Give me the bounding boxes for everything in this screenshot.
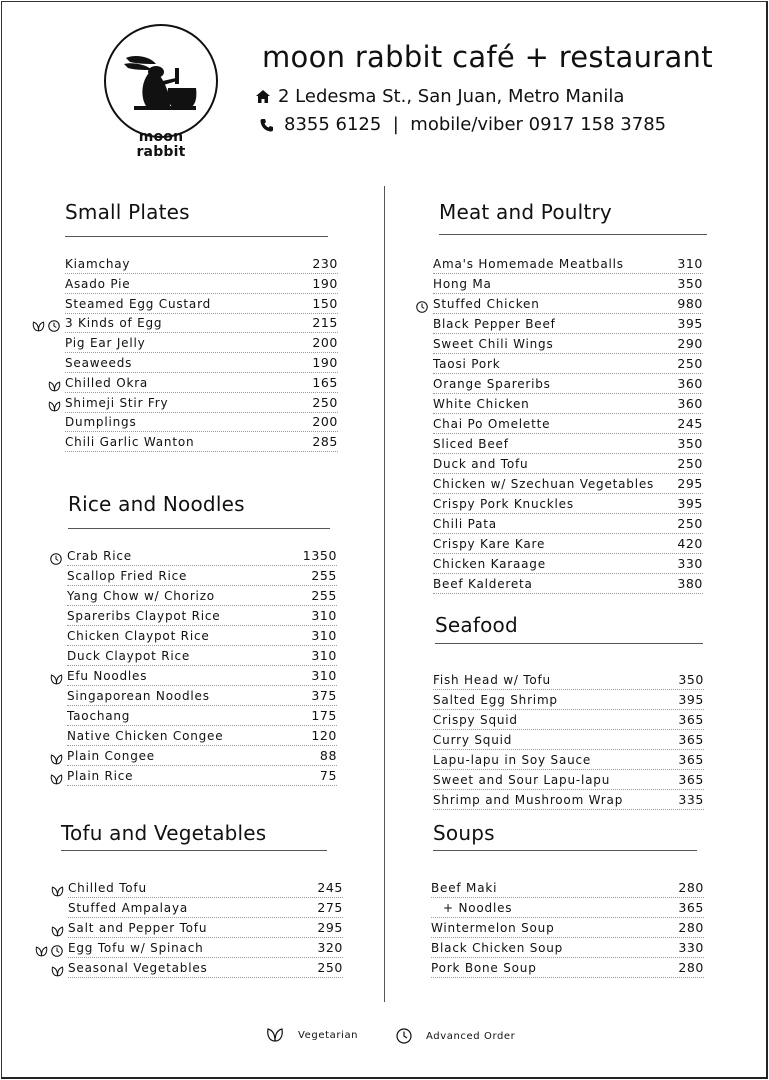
dotted-separator — [433, 473, 703, 474]
menu-item — [67, 748, 337, 768]
menu-item — [433, 336, 703, 356]
dotted-separator — [68, 977, 343, 978]
menu-item — [65, 335, 338, 355]
menu-item-price: 310 — [311, 668, 337, 683]
menu-item-price: 310 — [677, 256, 703, 271]
menu-item — [67, 708, 337, 728]
menu-item-price: 250 — [317, 960, 343, 975]
section-rule — [61, 850, 327, 851]
menu-item — [433, 256, 703, 276]
dotted-separator — [65, 451, 338, 452]
menu-item-name: Duck and Tofu — [433, 457, 529, 471]
menu-item-name: Chicken Claypot Rice — [67, 629, 210, 643]
menu-item-price: 375 — [311, 688, 337, 703]
menu-item-name: Curry Squid — [433, 733, 513, 747]
menu-item-price: 280 — [678, 960, 704, 975]
leaf-icon — [32, 317, 45, 336]
section-title-rice-noodles: Rice and Noodles — [68, 492, 245, 516]
menu-item — [67, 608, 337, 628]
dotted-separator — [433, 453, 703, 454]
menu-item — [433, 792, 704, 812]
menu-item-price: 320 — [317, 940, 343, 955]
leaf-icon — [35, 942, 48, 961]
logo-text — [106, 130, 216, 160]
section-title-meat-poultry: Meat and Poultry — [439, 200, 612, 224]
clock-icon — [416, 298, 428, 317]
menu-item-price: 255 — [311, 568, 337, 583]
menu-item-price: 395 — [678, 692, 704, 707]
menu-item-price: 310 — [311, 648, 337, 663]
menu-item-name: Efu Noodles — [67, 669, 148, 683]
legend-vegetarian-label: Vegetarian — [298, 1029, 359, 1041]
menu-item-price: 350 — [677, 436, 703, 451]
dotted-separator — [67, 585, 337, 586]
menu-item — [67, 628, 337, 648]
dotted-separator — [433, 333, 703, 334]
menu-item-price: 295 — [677, 476, 703, 491]
menu-item-price: 190 — [312, 355, 338, 370]
menu-item-price: 980 — [677, 296, 703, 311]
menu-item-name: Crispy Pork Knuckles — [433, 497, 574, 511]
dotted-separator — [67, 665, 337, 666]
menu-item-name: Salt and Pepper Tofu — [68, 921, 208, 935]
leaf-icon — [51, 922, 64, 941]
menu-item-price: 200 — [312, 335, 338, 350]
menu-item — [67, 568, 337, 588]
menu-item — [433, 672, 704, 692]
menu-item-price: 88 — [319, 748, 337, 763]
phone-icon — [260, 118, 274, 132]
dotted-separator — [433, 809, 704, 810]
menu-item-name: Taochang — [67, 709, 131, 723]
menu-item-name: Crispy Squid — [433, 713, 518, 727]
menu-item-name: Dumplings — [65, 415, 137, 429]
dotted-separator — [65, 313, 338, 314]
menu-item-name: Pork Bone Soup — [431, 961, 537, 975]
menu-item-price: 150 — [312, 296, 338, 311]
leaf-icon — [48, 377, 61, 396]
menu-item — [65, 395, 338, 415]
menu-item — [67, 668, 337, 688]
menu-item-price: 365 — [678, 772, 704, 787]
dotted-separator — [433, 433, 703, 434]
menu-item-price: 275 — [317, 900, 343, 915]
dotted-separator — [68, 897, 343, 898]
legend-advanced-label: Advanced Order — [426, 1030, 516, 1042]
menu-item-name: Sweet Chili Wings — [433, 337, 554, 351]
section-title-seafood: Seafood — [435, 613, 518, 637]
menu-item-name: Chilled Okra — [65, 376, 149, 390]
menu-item — [67, 728, 337, 748]
menu-item-price: 255 — [311, 588, 337, 603]
logo-line-moon: moon — [138, 129, 184, 145]
menu-item-price: 250 — [677, 456, 703, 471]
menu-item-price: 295 — [317, 920, 343, 935]
menu-item — [433, 396, 703, 416]
menu-item — [433, 296, 703, 316]
dotted-separator — [433, 573, 703, 574]
menu-item-name: Steamed Egg Custard — [65, 297, 212, 311]
menu-item-price: 350 — [678, 672, 704, 687]
menu-item-price: 395 — [677, 316, 703, 331]
section-rule — [435, 643, 703, 644]
dotted-separator — [67, 625, 337, 626]
dotted-separator — [433, 553, 703, 554]
leaf-icon — [50, 750, 63, 769]
menu-item-price: 250 — [677, 516, 703, 531]
menu-item-name: White Chicken — [433, 397, 530, 411]
address-text: 2 Ledesma St., San Juan, Metro Manila — [278, 86, 625, 107]
menu-item-price: 330 — [678, 940, 704, 955]
menu-item — [431, 900, 704, 920]
menu-item-name: Crispy Kare Kare — [433, 537, 546, 551]
menu-item — [433, 416, 703, 436]
dotted-separator — [433, 493, 703, 494]
menu-item — [433, 496, 703, 516]
menu-item-price: 1350 — [302, 548, 337, 563]
menu-item-name: Black Pepper Beef — [433, 317, 556, 331]
menu-item-price: 365 — [678, 712, 704, 727]
menu-item-price: 120 — [311, 728, 337, 743]
dotted-separator — [433, 769, 704, 770]
menu-item-name: Chicken Karaage — [433, 557, 546, 571]
menu-item-name: Ama's Homemade Meatballs — [433, 257, 624, 271]
dotted-separator — [431, 917, 704, 918]
menu-item-name: Sliced Beef — [433, 437, 509, 451]
dotted-separator — [67, 565, 337, 566]
menu-item-name: Scallop Fried Rice — [67, 569, 188, 583]
menu-item-price: 310 — [311, 608, 337, 623]
menu-item-name: Yang Chow w/ Chorizo — [67, 589, 215, 603]
menu-item-price: 250 — [312, 395, 338, 410]
clock-icon — [51, 942, 63, 961]
menu-item-price: 190 — [312, 276, 338, 291]
section-title-small-plates: Small Plates — [65, 200, 190, 224]
menu-item — [433, 376, 703, 396]
menu-item — [65, 296, 338, 316]
menu-item-name: Stuffed Ampalaya — [68, 901, 189, 915]
menu-item-price: 290 — [677, 336, 703, 351]
dotted-separator — [68, 937, 343, 938]
menu-item — [67, 768, 337, 788]
menu-item-name: Wintermelon Soup — [431, 921, 555, 935]
dotted-separator — [433, 293, 703, 294]
leaf-icon — [266, 1028, 284, 1042]
legend-advanced-order — [396, 1028, 515, 1044]
clock-icon — [50, 550, 62, 569]
menu-item — [68, 880, 343, 900]
menu-item — [431, 960, 704, 980]
menu-item-name: Beef Kaldereta — [433, 577, 533, 591]
menu-item-price: 250 — [677, 356, 703, 371]
dotted-separator — [433, 353, 703, 354]
menu-item — [433, 316, 703, 336]
menu-item-name: Lapu-lapu in Soy Sauce — [433, 753, 592, 767]
dotted-separator — [67, 785, 337, 786]
menu-item-name: 3 Kinds of Egg — [65, 316, 163, 330]
legend-vegetarian — [266, 1028, 358, 1042]
menu-item — [433, 516, 703, 536]
menu-item-price: 365 — [678, 900, 704, 915]
dotted-separator — [67, 725, 337, 726]
dotted-separator — [433, 533, 703, 534]
logo-line-rabbit: rabbit — [136, 144, 186, 160]
menu-item-name: Kiamchay — [65, 257, 131, 271]
section-rule — [433, 850, 697, 851]
dotted-separator — [433, 393, 703, 394]
menu-item-price: 335 — [678, 792, 704, 807]
menu-item-name: Chicken w/ Szechuan Vegetables — [433, 477, 655, 491]
menu-item-price: 310 — [311, 628, 337, 643]
menu-item-name: Stuffed Chicken — [433, 297, 540, 311]
phone-line — [256, 114, 666, 135]
section-title-tofu-veg: Tofu and Vegetables — [61, 821, 267, 845]
menu-item-price: 330 — [677, 556, 703, 571]
menu-item — [65, 414, 338, 434]
menu-item — [65, 315, 338, 335]
dotted-separator — [433, 513, 703, 514]
menu-item-price: 230 — [312, 256, 338, 271]
menu-item — [67, 588, 337, 608]
dotted-separator — [433, 689, 704, 690]
menu-item-name: Hong Ma — [433, 277, 492, 291]
menu-item-name: Asado Pie — [65, 277, 131, 291]
menu-item-price: 200 — [312, 414, 338, 429]
menu-item-price: 365 — [678, 752, 704, 767]
restaurant-name: moon rabbit café + restaurant — [262, 40, 713, 74]
menu-item-name: Fish Head w/ Tofu — [433, 673, 551, 687]
logo — [104, 24, 218, 160]
menu-item-name: Chai Po Omelette — [433, 417, 551, 431]
menu-item-price: 215 — [312, 315, 338, 330]
leaf-icon — [50, 770, 63, 789]
menu-item — [67, 688, 337, 708]
menu-item — [65, 355, 338, 375]
menu-item — [65, 256, 338, 276]
menu-item-name: Pig Ear Jelly — [65, 336, 146, 350]
menu-item — [431, 940, 704, 960]
menu-item — [433, 276, 703, 296]
menu-item — [433, 772, 704, 792]
dotted-separator — [65, 372, 338, 373]
menu-item-price: 360 — [677, 376, 703, 391]
leaf-icon — [50, 670, 63, 689]
dotted-separator — [67, 765, 337, 766]
menu-item — [431, 880, 704, 900]
menu-item — [433, 456, 703, 476]
column-divider — [384, 186, 385, 1002]
menu-item-price: 245 — [317, 880, 343, 895]
leaf-icon — [48, 397, 61, 416]
menu-item-name: Taosi Pork — [433, 357, 501, 371]
dotted-separator — [67, 685, 337, 686]
menu-item — [68, 900, 343, 920]
menu-item — [67, 548, 337, 568]
menu-item-price: 165 — [312, 375, 338, 390]
dotted-separator — [431, 957, 704, 958]
dotted-separator — [65, 392, 338, 393]
address-line — [256, 86, 624, 107]
dotted-separator — [433, 789, 704, 790]
menu-item-name: Plain Rice — [67, 769, 134, 783]
dotted-separator — [65, 332, 338, 333]
menu-item-name: Salted Egg Shrimp — [433, 693, 558, 707]
clock-icon — [396, 1028, 412, 1044]
menu-item-name: Singaporean Noodles — [67, 689, 210, 703]
menu-item-name: Chili Pata — [433, 517, 497, 531]
menu-item-name: Shrimp and Mushroom Wrap — [433, 793, 624, 807]
menu-item — [433, 712, 704, 732]
rabbit-logo-icon — [120, 52, 202, 116]
dotted-separator — [431, 897, 704, 898]
dotted-separator — [433, 729, 704, 730]
menu-item-name: Black Chicken Soup — [431, 941, 564, 955]
menu-item-name: + Noodles — [443, 901, 513, 915]
menu-item-price: 280 — [678, 880, 704, 895]
menu-item-name: Plain Congee — [67, 749, 155, 763]
menu-item-price: 395 — [677, 496, 703, 511]
menu-item-price: 280 — [678, 920, 704, 935]
dotted-separator — [65, 273, 338, 274]
menu-item-name: Shimeji Stir Fry — [65, 396, 169, 410]
menu-item — [433, 576, 703, 596]
dotted-separator — [431, 937, 704, 938]
menu-item-price: 420 — [677, 536, 703, 551]
menu-item-name: Crab Rice — [67, 549, 132, 563]
dotted-separator — [65, 352, 338, 353]
menu-item — [433, 752, 704, 772]
clock-icon — [48, 317, 60, 336]
menu-item — [433, 556, 703, 576]
menu-item-name: Chili Garlic Wanton — [65, 435, 195, 449]
menu-item-price: 175 — [311, 708, 337, 723]
menu-item-price: 75 — [319, 768, 337, 783]
dotted-separator — [431, 977, 704, 978]
dotted-separator — [65, 293, 338, 294]
menu-item-name: Sweet and Sour Lapu-lapu — [433, 773, 611, 787]
menu-item — [68, 920, 343, 940]
menu-item — [68, 940, 343, 960]
dotted-separator — [433, 373, 703, 374]
menu-item-price: 360 — [677, 396, 703, 411]
dotted-separator — [65, 431, 338, 432]
menu-item — [433, 356, 703, 376]
menu-item-name: Egg Tofu w/ Spinach — [68, 941, 204, 955]
menu-item-name: Duck Claypot Rice — [67, 649, 191, 663]
menu-item-name: Beef Maki — [431, 881, 498, 895]
menu-item-name: Native Chicken Congee — [67, 729, 224, 743]
phone-text: 8355 6125 | mobile/viber 0917 158 3785 — [284, 114, 667, 135]
menu-item — [433, 536, 703, 556]
menu-item — [65, 375, 338, 395]
section-rule — [439, 234, 707, 235]
menu-item — [65, 276, 338, 296]
section-rule — [68, 528, 330, 529]
menu-item — [433, 436, 703, 456]
menu-item — [433, 692, 704, 712]
dotted-separator — [433, 709, 704, 710]
menu-item-name: Spareribs Claypot Rice — [67, 609, 221, 623]
dotted-separator — [433, 313, 703, 314]
menu-item — [433, 732, 704, 752]
menu-item-price: 245 — [677, 416, 703, 431]
dotted-separator — [433, 413, 703, 414]
dotted-separator — [68, 917, 343, 918]
menu-item-name: Orange Spareribs — [433, 377, 551, 391]
menu-item-price: 285 — [312, 434, 338, 449]
section-title-soups: Soups — [433, 821, 495, 845]
menu-item — [433, 476, 703, 496]
dotted-separator — [67, 605, 337, 606]
menu-item-price: 350 — [677, 276, 703, 291]
menu-item-name: Seasonal Vegetables — [68, 961, 208, 975]
menu-item — [68, 960, 343, 980]
menu-item-price: 380 — [677, 576, 703, 591]
dotted-separator — [433, 273, 703, 274]
home-icon — [256, 90, 270, 103]
dotted-separator — [67, 745, 337, 746]
dotted-separator — [65, 412, 338, 413]
menu-item-name: Seaweeds — [65, 356, 133, 370]
menu-item-name: Chilled Tofu — [68, 881, 147, 895]
dotted-separator — [433, 593, 703, 594]
dotted-separator — [433, 749, 704, 750]
menu-item — [65, 434, 338, 454]
leaf-icon — [51, 962, 64, 981]
menu-item-price: 365 — [678, 732, 704, 747]
dotted-separator — [67, 645, 337, 646]
dotted-separator — [68, 957, 343, 958]
menu-item — [431, 920, 704, 940]
menu-item — [67, 648, 337, 668]
leaf-icon — [51, 882, 64, 901]
section-rule — [65, 236, 328, 237]
dotted-separator — [67, 705, 337, 706]
